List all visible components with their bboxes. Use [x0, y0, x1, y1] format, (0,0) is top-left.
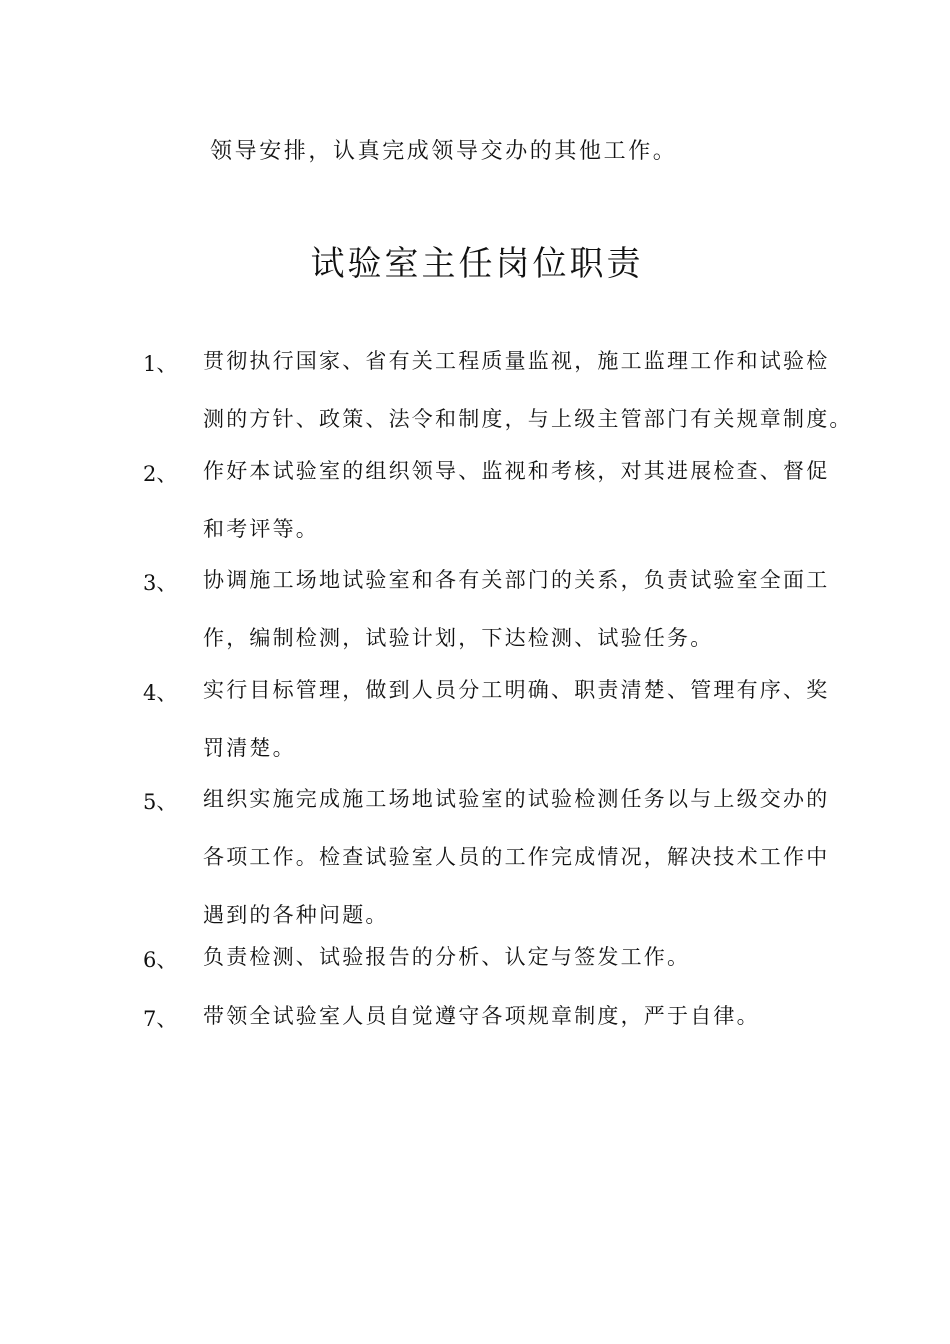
item-line: 各项工作。检查试验室人员的工作完成情况，解决技术工作中: [203, 845, 830, 869]
item-text: [203, 987, 828, 1045]
item-number: 6、: [143, 948, 178, 972]
item-line: 作好本试验室的组织领导、监视和考核，对其进展检查、督促: [203, 459, 830, 483]
item-text: [203, 661, 828, 777]
item-number: 5、: [143, 790, 178, 814]
item-line: 实行目标管理，做到人员分工明确、职责清楚、管理有序、奖: [203, 678, 830, 702]
item-line: 测的方针、政策、法令和制度，与上级主管部门有关规章制度。: [203, 407, 853, 431]
item-line: 协调施工场地试验室和各有关部门的关系，负责试验室全面工: [203, 568, 830, 592]
item-line: 和考评等。: [203, 517, 319, 541]
item-number: 1、: [143, 352, 178, 376]
item-number: 7、: [143, 1007, 178, 1031]
item-line: 组织实施完成施工场地试验室的试验检测任务以与上级交办的: [203, 787, 830, 811]
item-line: 带领全试验室人员自觉遵守各项规章制度，严于自律。: [203, 1004, 760, 1028]
item-number: 2、: [143, 462, 178, 486]
item-text: [203, 551, 828, 667]
item-line: 罚清楚。: [203, 736, 296, 760]
item-text: [203, 770, 828, 944]
carry-over-paragraph: 领导安排，认真完成领导交办的其他工作。: [210, 139, 678, 164]
item-text: [203, 442, 828, 558]
item-text: [203, 928, 828, 986]
item-line: 遇到的各种问题。: [203, 903, 389, 927]
item-number: 4、: [143, 681, 178, 705]
document-title: 试验室主任岗位职责: [310, 244, 644, 284]
item-text: [203, 332, 853, 448]
item-line: 负责检测、试验报告的分析、认定与签发工作。: [203, 945, 691, 969]
item-line: 贯彻执行国家、省有关工程质量监视，施工监理工作和试验检: [203, 349, 830, 373]
item-line: 作，编制检测，试验计划，下达检测、试验任务。: [203, 626, 714, 650]
item-number: 3、: [143, 571, 178, 595]
